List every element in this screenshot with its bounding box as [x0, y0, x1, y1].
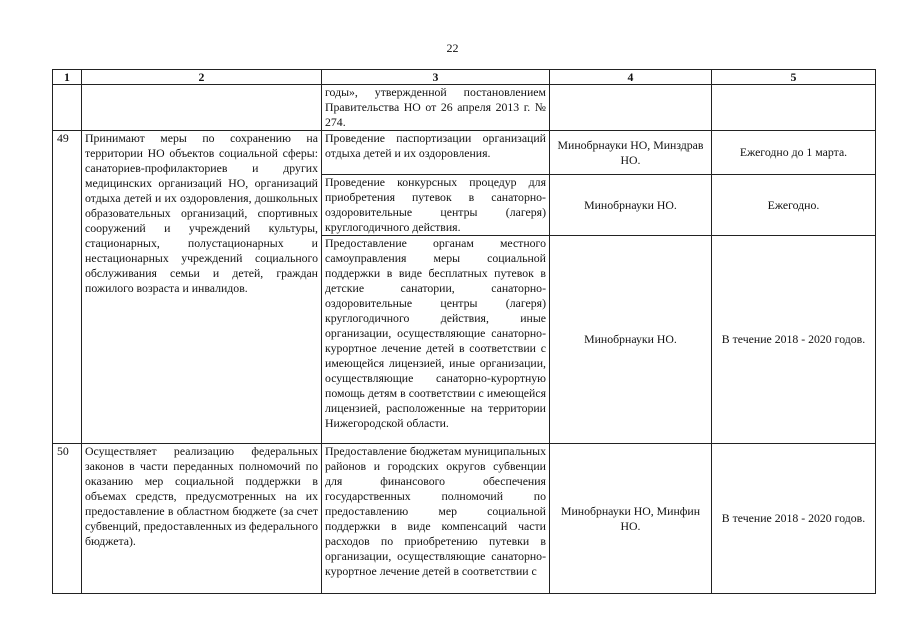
table-row-continuation — [53, 85, 876, 131]
row-49-responsible-3: Минобрнауки НО. — [550, 236, 712, 444]
header-col-1: 1 — [53, 70, 82, 85]
row-49-description: Принимают меры по сохранению на территории НО объектов социальной сферы: санаториев-профилакториев и других медицинских организаций НО, организаций отдыха детей и их оздоровления, дошкольных образовательных организаций, спортивных сооружений и учреждений культуры, стационарных, полустационарных и нестационарных учреждений социального обслуживания семьи и детей, граждан пожилого возраста и инвалидов. — [82, 131, 322, 444]
continuation-description-cell — [82, 85, 322, 131]
row-49-number: 49 — [53, 131, 82, 444]
measures-table — [52, 69, 876, 594]
table-header-row — [53, 70, 876, 85]
row-50-description: Осуществляет реализацию федеральных законов в части переданных полномочий по оказанию мер социальной поддержки в объемах средств, предусмотренных на их предоставление в областном бюджете (за счет субвенций, предоставленных из федерального бюджета). — [82, 444, 322, 594]
row-49-deadline-3: В течение 2018 - 2020 годов. — [712, 236, 876, 444]
table-row-50 — [53, 444, 876, 594]
row-50-measure: Предоставление бюджетам муниципальных районов и городских округов субвенции для финансового обеспечения государственных полномочий по предоставлению мер социальной поддержки в виде компенсаций части расходов по приобретению путевки в организации, осуществляющие санаторно-курортное лечение детей в соответствии с — [322, 444, 550, 594]
header-col-3: 3 — [322, 70, 550, 85]
row-50-responsible: Минобрнауки НО, Минфин НО. — [550, 444, 712, 594]
row-49-measure-1: Проведение паспортизации организаций отдыха детей и их оздоровления. — [322, 131, 550, 175]
row-49-responsible-1: Минобрнауки НО, Минздрав НО. — [550, 131, 712, 175]
continuation-deadline-cell — [712, 85, 876, 131]
row-49-measure-2: Проведение конкурсных процедур для приобретения путевок в санаторно-оздоровительные центры (лагеря) круглогодичного действия. — [322, 175, 550, 236]
table-row-49-item-1 — [53, 131, 876, 175]
page-number: 22 — [446, 41, 459, 55]
continuation-measure-cell: годы», утвержденной постановлением Правительства НО от 26 апреля 2013 г. № 274. — [322, 85, 550, 131]
continuation-responsible-cell — [550, 85, 712, 131]
row-50-number: 50 — [53, 444, 82, 594]
row-49-deadline-1: Ежегодно до 1 марта. — [712, 131, 876, 175]
row-49-deadline-2: Ежегодно. — [712, 175, 876, 236]
row-49-measure-3: Предоставление органам местного самоуправления меры социальной поддержки в виде бесплатных путевок в детские санатории, санаторно-оздоровительные центры (лагеря) круглогодичного действия, иные организации, осуществляющие санаторно-курортное лечение детей в соответствии с имеющейся лицензией, иные организации, осуществляющие санаторно-курортную помощь детям в соответствии с имеющейся лицензией, расположенные на территории Нижегородской области. — [322, 236, 550, 444]
header-col-4: 4 — [550, 70, 712, 85]
header-col-5: 5 — [712, 70, 876, 85]
continuation-number-cell — [53, 85, 82, 131]
row-49-responsible-2: Минобрнауки НО. — [550, 175, 712, 236]
row-50-deadline: В течение 2018 - 2020 годов. — [712, 444, 876, 594]
header-col-2: 2 — [82, 70, 322, 85]
